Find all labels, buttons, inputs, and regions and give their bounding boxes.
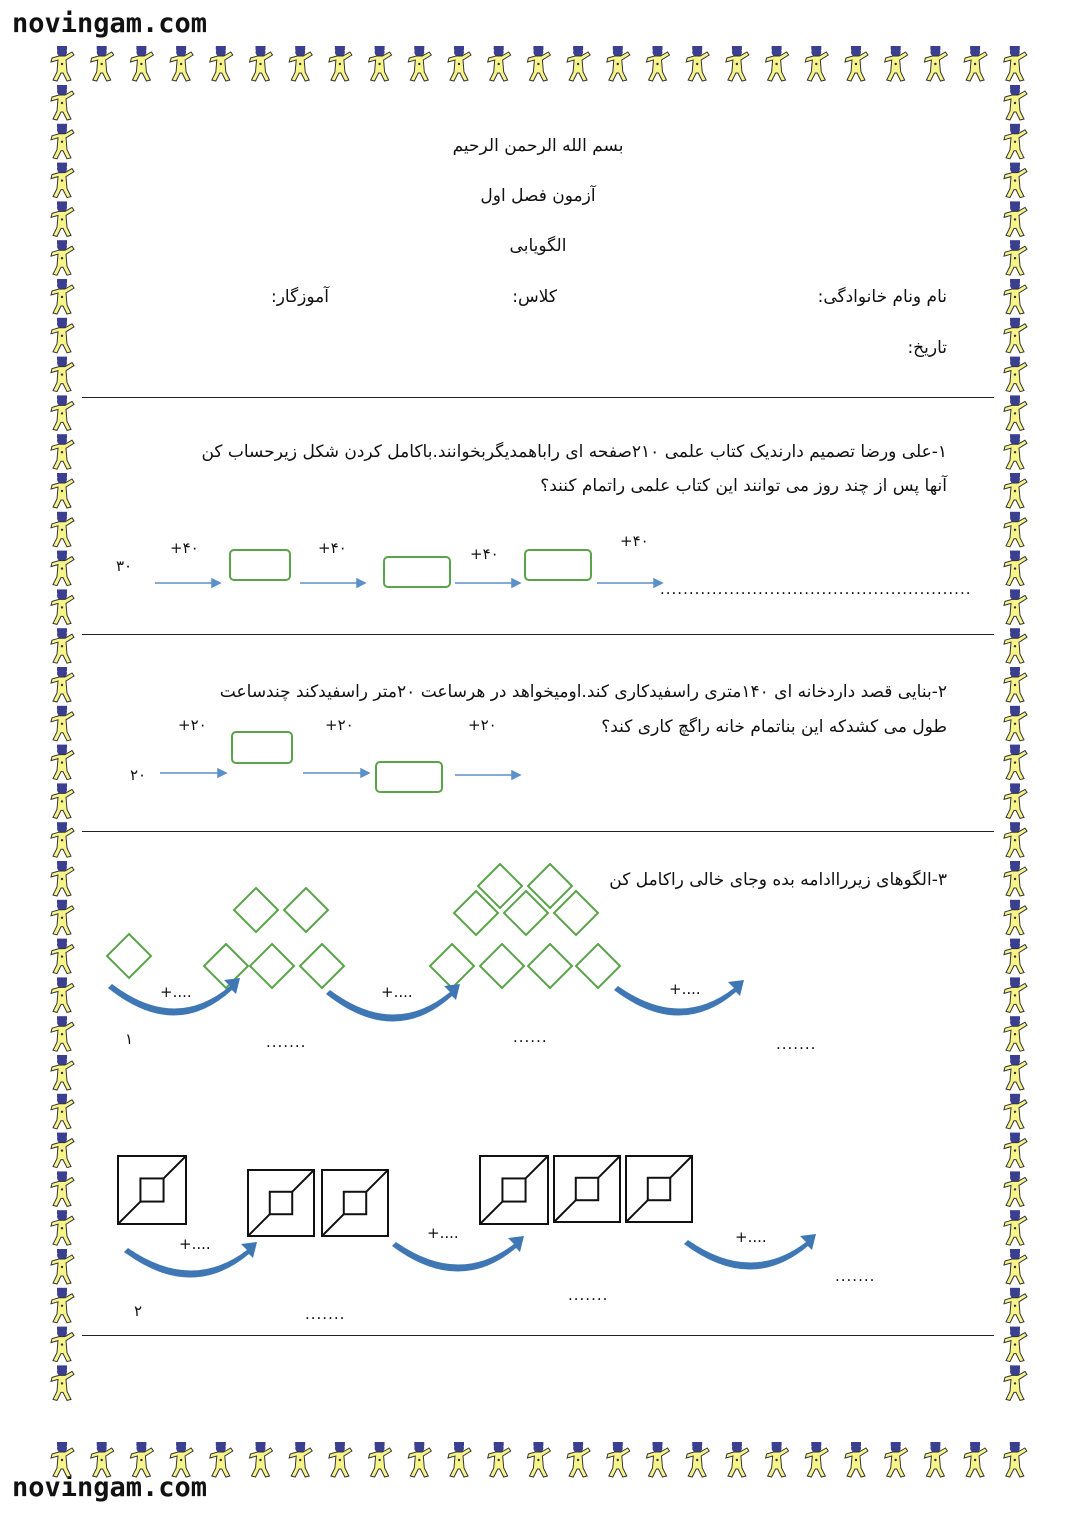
inner-square-shape — [270, 1192, 292, 1214]
q3-pattern2-number: ۲ — [134, 1302, 143, 1320]
name-label: نام ونام خانوادگی: — [817, 287, 947, 307]
q1-step-label: +۴۰ — [620, 532, 649, 550]
class-label: کلاس: — [512, 287, 557, 307]
q1-step-label: +۴۰ — [470, 545, 499, 563]
diagonal-line — [248, 1170, 314, 1236]
exam-subject: الگویابی — [509, 236, 567, 256]
q2-start-value: ۲۰ — [130, 766, 147, 784]
q3-plus-label: +.... — [160, 983, 192, 1001]
q3-answer-dots[interactable]: ....... — [835, 1267, 876, 1285]
inner-square-shape — [502, 1178, 525, 1201]
inner-square-shape — [344, 1192, 366, 1214]
diagonal-line — [554, 1156, 620, 1222]
q3-plus-label: +.... — [381, 983, 413, 1001]
q3-answer-dots[interactable]: ....... — [568, 1286, 609, 1304]
q2-text-line2: طول می کشدکه این بناتمام خانه راگچ کاری کند؟ — [601, 717, 947, 737]
divider — [82, 1335, 994, 1336]
q3-title: ۳-الگوهای زیرراادامه بده وجای خالی راکامل کن — [609, 870, 947, 890]
q3-answer-dots[interactable]: ....... — [305, 1305, 346, 1323]
basmala: بسم الله الرحمن الرحیم — [452, 136, 624, 156]
inner-square-shape — [648, 1178, 670, 1200]
watermark-bottom: novingam.com — [12, 1472, 208, 1503]
inner-square-shape — [576, 1178, 598, 1200]
q3-pattern1-number: ۱ — [125, 1030, 134, 1048]
q1-answer-dots[interactable]: ...................................................... — [660, 580, 972, 598]
diagonal-line — [626, 1156, 692, 1222]
q3-plus-label: +.... — [735, 1228, 767, 1246]
watermark-top: novingam.com — [12, 8, 208, 39]
q1-start-value: ۳۰ — [116, 557, 133, 575]
q2-step-label: +۲۰ — [468, 716, 497, 734]
diagonal-line — [480, 1156, 548, 1224]
q1-step-label: +۴۰ — [170, 539, 199, 557]
inner-square-shape — [140, 1178, 163, 1201]
teacher-label: آموزگار: — [270, 287, 329, 307]
q3-plus-label: +.... — [427, 1224, 459, 1242]
q1-step-label: +۴۰ — [318, 539, 347, 557]
q1-text-line2: آنها پس از چند روز می توانند این کتاب علمی راتمام کنند؟ — [540, 476, 947, 496]
diagonal-line — [322, 1170, 388, 1236]
q2-step-label: +۲۰ — [325, 716, 354, 734]
q2-text-line1: ۲-بنایی قصد داردخانه ای ۱۴۰متری راسفیدکاری کند.اومیخواهد در هرساعت ۲۰متر راسفیدکند چندساعت — [219, 682, 947, 702]
q2-step-label: +۲۰ — [178, 716, 207, 734]
q3-answer-dots[interactable]: ....... — [266, 1033, 307, 1051]
exam-title: آزمون فصل اول — [480, 186, 596, 206]
q3-answer-dots[interactable]: ....... — [776, 1035, 817, 1053]
date-label: تاریخ: — [907, 338, 947, 358]
q3-answer-dots[interactable]: ...... — [513, 1028, 548, 1046]
q3-plus-label: +.... — [179, 1235, 211, 1253]
diagonal-line — [118, 1156, 186, 1224]
q1-text-line1: ۱-علی ورضا تصمیم دارندیک کتاب علمی ۲۱۰صفحه ای راباهمدیگربخوانند.باکامل کردن شکل زیرحساب کن — [201, 442, 947, 462]
q3-plus-label: +.... — [669, 980, 701, 998]
